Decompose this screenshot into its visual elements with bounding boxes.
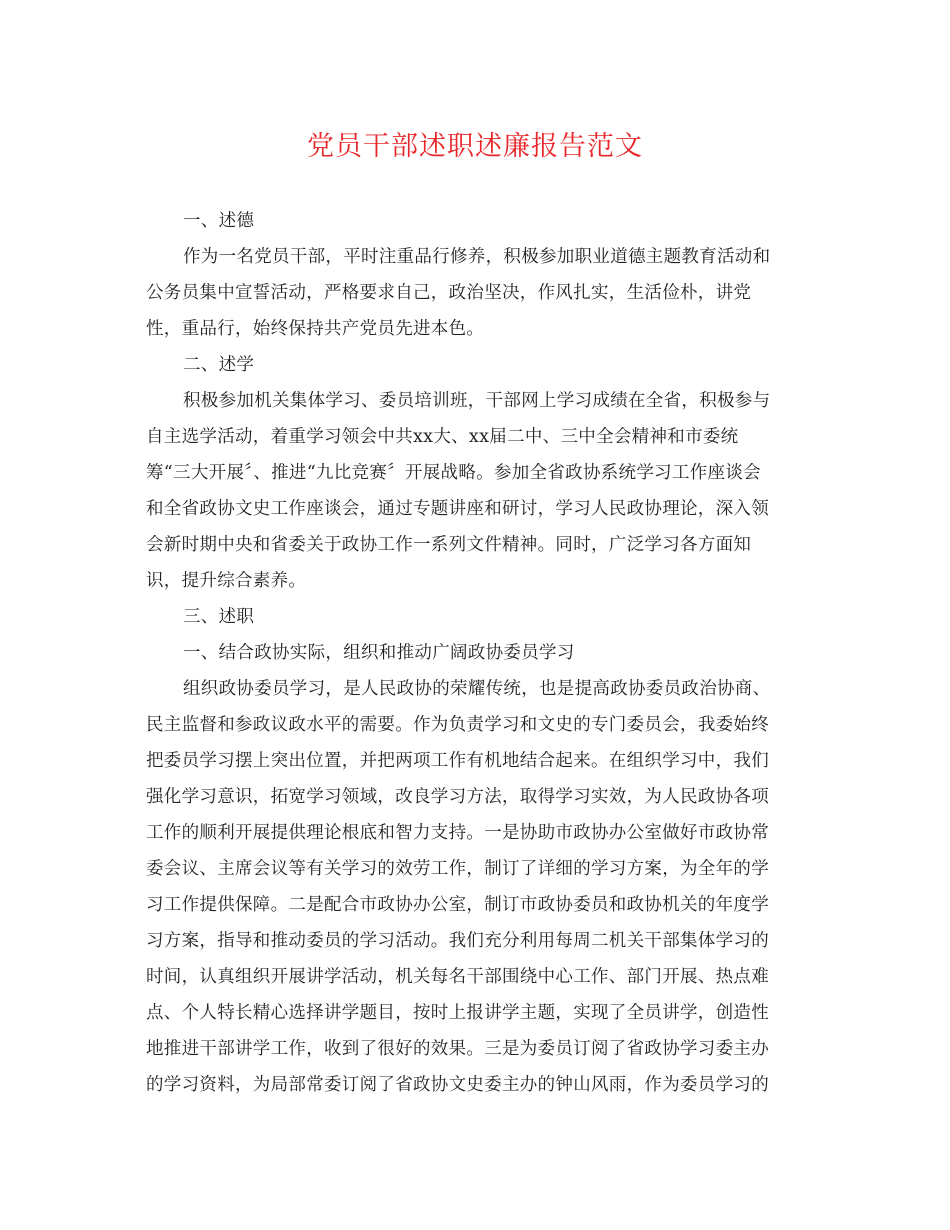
- paragraph-line: 组织政协委员学习，是人民政协的荣耀传统，也是提高政协委员政治协商、: [183, 679, 771, 699]
- paragraph-line: 筹“三大开展〞、推进“九比竞赛〞开展战略。参加全省政协系统学习工作座谈会: [146, 463, 761, 483]
- document-title: 党员干部述职述廉报告范文: [307, 131, 643, 162]
- paragraph-line: 自主选学活动，着重学习领会中共xx大、xx届二中、三中全会精神和市委统: [146, 427, 739, 447]
- paragraph-line: 性，重品行，始终保持共产党员先进本色。: [146, 319, 485, 339]
- paragraph-line: 工作的顺利开展提供理论根底和智力支持。一是协助市政协办公室做好市政协常: [146, 823, 769, 843]
- paragraph-line: 的学习资料，为局部常委订阅了省政协文史委主办的钟山风雨，作为委员学习的: [146, 1075, 769, 1095]
- paragraph-line: 积极参加机关集体学习、委员培训班，干部网上学习成绩在全省，积极参与: [183, 391, 771, 411]
- paragraph-line: 强化学习意识，拓宽学习领域，改良学习方法，取得学习实效，为人民政协各项: [146, 787, 769, 807]
- paragraph-line: 作为一名党员干部，平时注重品行修养，积极参加职业道德主题教育活动和: [183, 247, 771, 267]
- section-heading-study: 二、述学: [183, 355, 255, 375]
- paragraph-line: 习方案，指导和推动委员的学习活动。我们充分利用每周二机关干部集体学习的: [146, 931, 769, 951]
- paragraph-line: 公务员集中宣誓活动，严格要求自己，政治坚决，作风扎实，生活俭朴，讲党: [146, 283, 752, 303]
- section-heading-moral: 一、述德: [183, 211, 255, 231]
- paragraph-line: 民主监督和参政议政水平的需要。作为负责学习和文史的专门委员会，我委始终: [146, 715, 769, 735]
- paragraph-line: 点、个人特长精心选择讲学题目，按时上报讲学主题，实现了全员讲学，创造性: [146, 1003, 769, 1023]
- paragraph-line: 委会议、主席会议等有关学习的效劳工作，制订了详细的学习方案，为全年的学: [146, 859, 769, 879]
- paragraph-line: 识，提升综合素养。: [146, 571, 307, 591]
- paragraph-line: 把委员学习摆上突出位置，并把两项工作有机地结合起来。在组织学习中，我们: [146, 751, 769, 771]
- paragraph-line: 习工作提供保障。二是配合市政协办公室，制订市政协委员和政协机关的年度学: [146, 895, 769, 915]
- paragraph-line: 地推进干部讲学工作，收到了很好的效果。三是为委员订阅了省政协学习委主办: [146, 1039, 769, 1059]
- paragraph-line: 和全省政协文史工作座谈会，通过专题讲座和研讨，学习人民政协理论，深入领: [146, 499, 769, 519]
- subsection-heading: 一、结合政协实际，组织和推动广阔政协委员学习: [183, 643, 575, 663]
- section-heading-duty: 三、述职: [183, 607, 255, 627]
- paragraph-line: 会新时期中央和省委关于政协工作一系列文件精神。同时，广泛学习各方面知: [146, 535, 752, 555]
- paragraph-line: 时间，认真组织开展讲学活动，机关每名干部围绕中心工作、部门开展、热点难: [146, 967, 769, 987]
